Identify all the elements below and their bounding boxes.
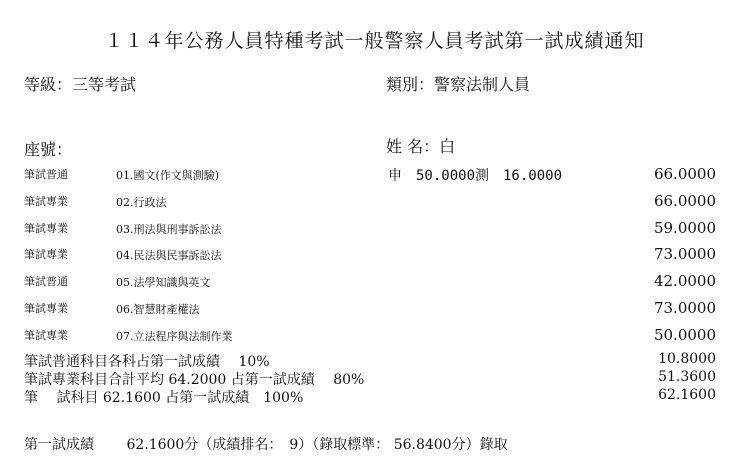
summary-general-value: 10.8000: [658, 351, 716, 367]
subject-row: [0, 166, 749, 190]
grade-label: 等級：三等考試: [24, 75, 137, 94]
subject-type: 筆試普通: [24, 275, 68, 288]
subject-type: 筆試專業: [24, 248, 68, 261]
examinee-name: 姓 名：白: [386, 137, 456, 156]
subject-name: 07.立法程序與法制作業: [116, 330, 233, 343]
seat-number-label: 座號：: [24, 140, 73, 159]
subject-score: 50.0000: [653, 326, 716, 344]
subject-detail: 申 50.0000測 16.0000: [388, 168, 563, 184]
subject-name: 04.民法與民事訴訟法: [116, 249, 222, 262]
subject-score: 66.0000: [653, 165, 716, 183]
subject-score: 42.0000: [653, 272, 716, 290]
subject-score: 73.0000: [653, 245, 716, 263]
subject-score: 59.0000: [653, 219, 716, 237]
notice-title: １１４年公務人員特種考試一般警察人員考試第一試成績通知: [104, 30, 645, 52]
subject-name: 03.刑法與刑事訴訟法: [116, 223, 222, 236]
subject-row: [0, 246, 749, 270]
subject-type: 筆試普通: [24, 168, 68, 181]
subject-row: [0, 273, 749, 297]
summary-professional-text: 筆試專業科目合計平均 64.2000 占第一試成績 80%: [24, 372, 365, 388]
subject-score: 66.0000: [653, 192, 716, 210]
subject-name: 06.智慧財產權法: [116, 303, 200, 316]
first-stage-result: 第一試成績 62.1600分（成績排名： 9）（錄取標準： 56.8400分）錄取: [24, 437, 508, 453]
summary-professional-value: 51.3600: [658, 369, 716, 385]
subject-type: 筆試專業: [24, 222, 68, 235]
summary-general-text: 筆試普通科目各科占第一試成績 10%: [24, 354, 270, 370]
subject-type: 筆試專業: [24, 195, 68, 208]
subject-row: [0, 193, 749, 217]
subject-name: 01.國文(作文與測驗): [116, 169, 220, 182]
subject-name: 05.法學知識與英文: [116, 276, 211, 289]
category-label: 類別：警察法制人員: [386, 75, 531, 94]
summary-total-value: 62.1600: [658, 387, 716, 403]
subject-row: [0, 327, 749, 351]
subject-name: 02.行政法: [116, 196, 167, 209]
summary-total-text: 筆 試科目 62.1600 占第一試成績 100%: [24, 390, 304, 406]
subject-type: 筆試專業: [24, 302, 68, 315]
subject-type: 筆試專業: [24, 329, 68, 342]
subject-score: 73.0000: [653, 299, 716, 317]
subject-row: [0, 220, 749, 244]
subject-row: [0, 300, 749, 324]
